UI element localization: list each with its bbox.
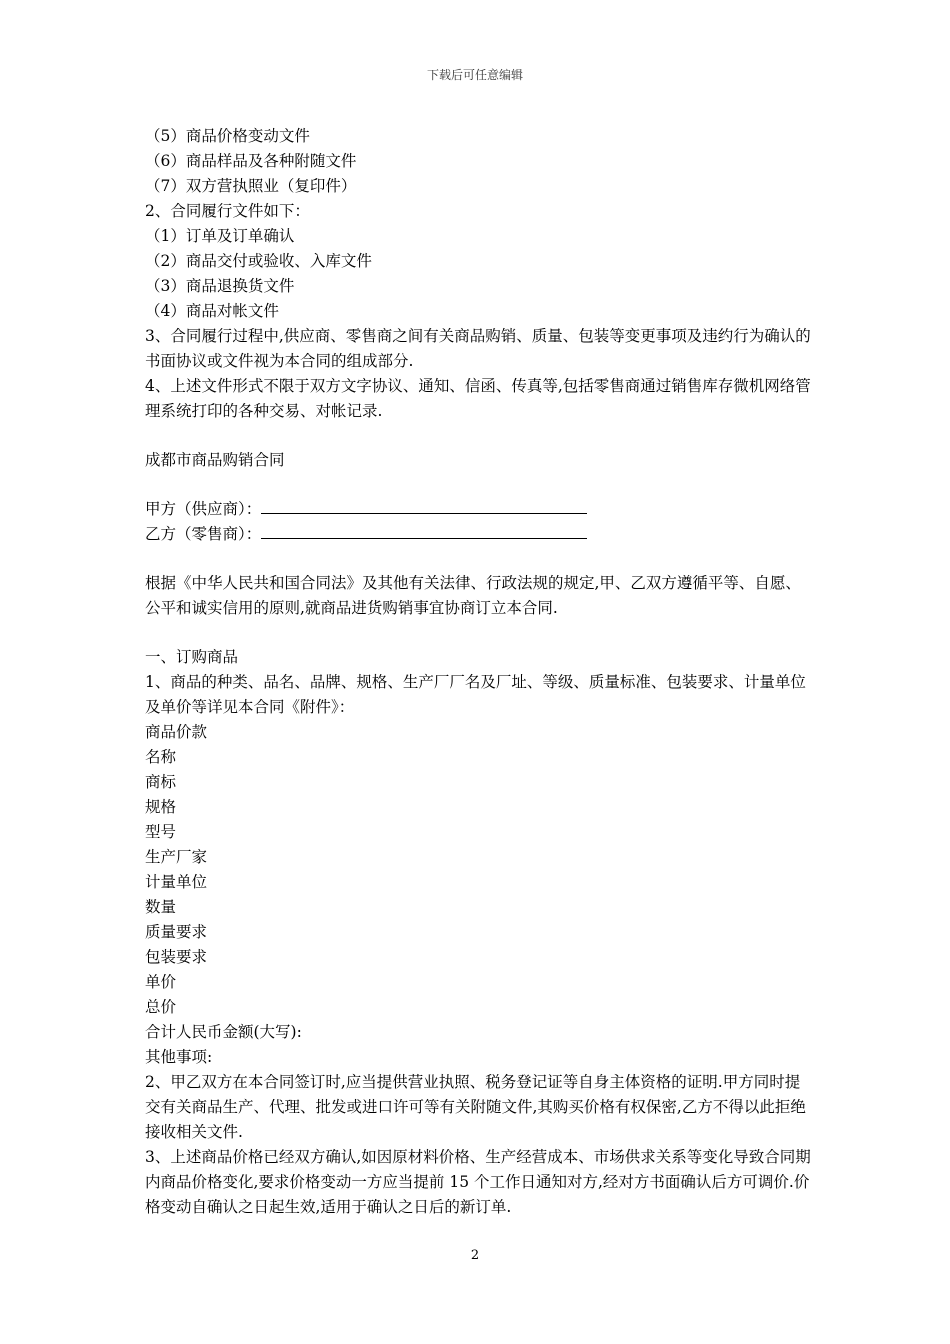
list-item: （2）商品交付或验收、入库文件 — [145, 252, 372, 270]
list-item: （3）商品退换货文件 — [145, 277, 295, 295]
table-field: 规格 — [145, 798, 177, 816]
table-field: 商品价款 — [145, 723, 208, 741]
list-item: （5）商品价格变动文件 — [145, 127, 310, 145]
list-item: （4）商品对帐文件 — [145, 302, 279, 320]
page-header: 下载后可任意编辑 — [426, 68, 523, 82]
paragraph: 2、甲乙双方在本合同签订时,应当提供营业执照、税务登记证等自身主体资格的证明.甲方同时提交有关商品生产、代理、批发或进口许可等有关附随文件,其购买价格有权保密,乙方不得以此拒绝接收相关文件. — [145, 1073, 806, 1141]
contract-title: 成都市商品购销合同 — [145, 451, 285, 469]
party-a-label: 甲方（供应商）： — [145, 500, 262, 518]
page-number: 2 — [470, 1248, 480, 1263]
list-item: 2、合同履行文件如下： — [145, 202, 310, 220]
section-title: 一、订购商品 — [145, 648, 239, 666]
table-field: 总价 — [145, 998, 177, 1016]
table-field: 包装要求 — [145, 948, 208, 966]
party-a-line — [145, 497, 815, 522]
paragraph: 4、上述文件形式不限于双方文字协议、通知、信函、传真等,包括零售商通过销售库存微机网络管理系统打印的各种交易、对帐记录. — [145, 377, 811, 420]
table-field: 单价 — [145, 973, 177, 991]
table-field: 名称 — [145, 748, 177, 766]
paragraph: 3、上述商品价格已经双方确认,如因原材料价格、生产经营成本、市场供求关系等变化导致合同期内商品价格变化,要求价格变动一方应当提前 15 个工作日通知对方,经对方书面确认后方可调价.价格变动自确认之日起生效,适用于确认之日后的新订单. — [145, 1148, 811, 1216]
party-a-blank — [261, 499, 587, 514]
table-field: 型号 — [145, 823, 177, 841]
preamble: 根据《中华人民共和国合同法》及其他有关法律、行政法规的规定,甲、乙双方遵循平等、自愿、公平和诚实信用的原则,就商品进货购销事宜协商订立本合同. — [145, 574, 801, 617]
table-field: 合计人民币金额(大写): — [145, 1023, 302, 1041]
list-item: （7）双方营执照业（复印件） — [145, 177, 357, 195]
table-field: 质量要求 — [145, 923, 208, 941]
party-b-blank — [261, 524, 587, 539]
list-item: （1）订单及订单确认 — [145, 227, 295, 245]
table-field: 商标 — [145, 773, 177, 791]
table-field: 计量单位 — [145, 873, 208, 891]
table-field: 生产厂家 — [145, 848, 208, 866]
party-b-line — [145, 522, 815, 547]
party-b-label: 乙方（零售商）： — [145, 525, 262, 543]
paragraph: 1、商品的种类、品名、品牌、规格、生产厂厂名及厂址、等级、质量标准、包装要求、计量单位及单价等详见本合同《附件》： — [145, 673, 806, 716]
table-field: 数量 — [145, 898, 177, 916]
table-field: 其他事项: — [145, 1048, 213, 1066]
list-item: （6）商品样品及各种附随文件 — [145, 152, 357, 170]
paragraph: 3、合同履行过程中,供应商、零售商之间有关商品购销、质量、包装等变更事项及违约行为确认的书面协议或文件视为本合同的组成部分. — [145, 327, 811, 370]
document-body — [145, 124, 815, 1220]
